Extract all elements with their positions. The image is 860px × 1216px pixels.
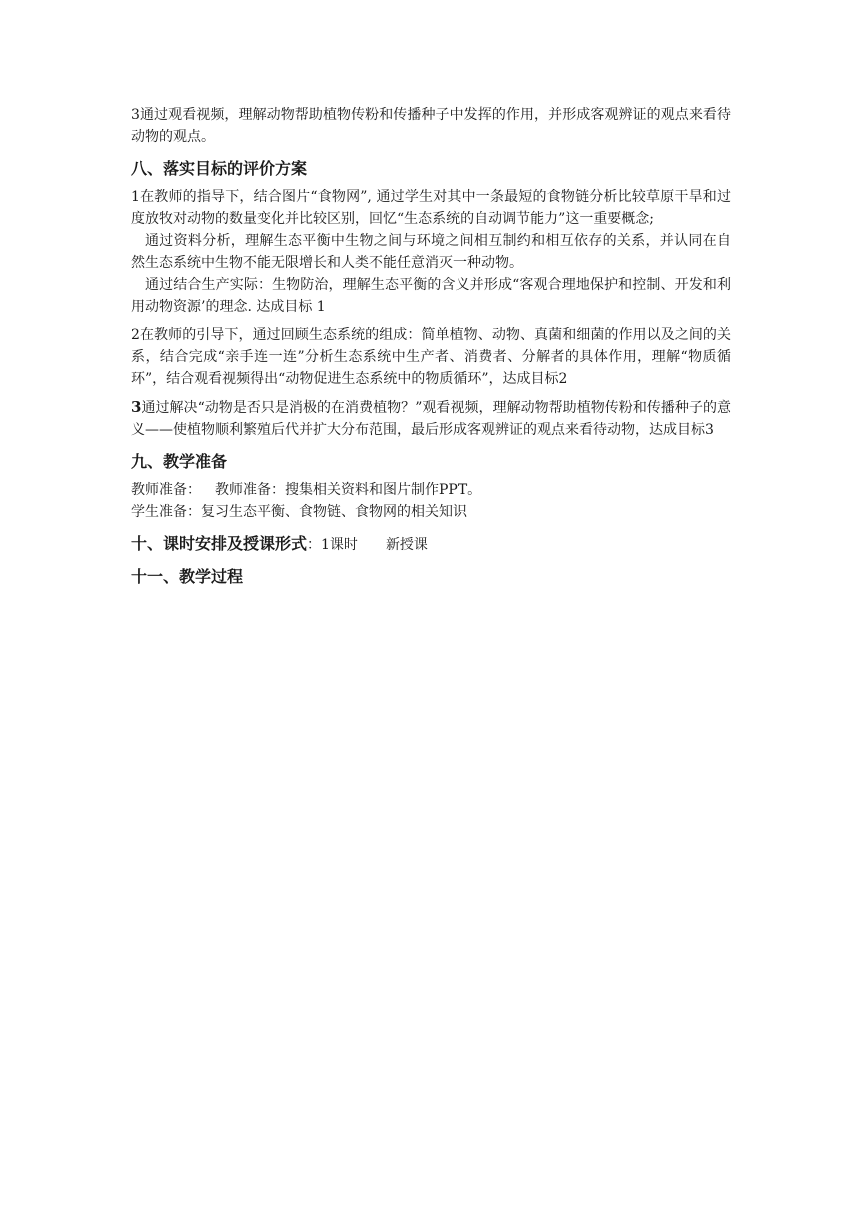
class-hours: 1课时 bbox=[321, 537, 358, 553]
section-10-title: 十、课时安排及授课形式 bbox=[131, 534, 308, 553]
section-8-paragraph-1: 1在教师的指导下，结合图片“食物网”, 通过学生对其中一条最短的食物链分析比较草原干旱和过度放牧对动物的数量变化并比较区别，回忆“生态系统的自动调节能力”这一重要概念; bbox=[131, 189, 731, 227]
section-10-heading bbox=[131, 533, 731, 556]
section-8-paragraph-5 bbox=[131, 396, 731, 441]
section-10-colon: ： bbox=[307, 537, 322, 553]
paragraph-number: 3 bbox=[131, 398, 142, 416]
student-preparation: 学生准备：复习生态平衡、食物链、食物网的相关知识 bbox=[131, 504, 467, 520]
section-8-paragraph-5-text: 通过解决“动物是否只是消极的在消费植物？”观看视频，理解动物帮助植物传粉和传播种子的意义——使植物顺利繁殖后代并扩大分布范围，最后形成客观辨证的观点来看待动物，达成目标3 bbox=[131, 400, 731, 438]
section-8-paragraph-4: 2在教师的引导下，通过回顾生态系统的组成：简单植物、动物、真菌和细菌的作用以及之间的关系，结合完成“亲手连一连”分析生态系统中生产者、消费者、分解者的具体作用，理解“物质循环”，结合观看视频得出“动物促进生态系统中的物质循环”，达成目标2 bbox=[131, 327, 731, 387]
class-type: 新授课 bbox=[385, 537, 428, 553]
section-9-heading: 九、教学准备 bbox=[131, 452, 228, 471]
teacher-preparation-label: 教师准备： bbox=[131, 482, 201, 498]
section-8-paragraph-2: 通过资料分析，理解生态平衡中生物之间与环境之间相互制约和相互依存的关系，并认同在自然生态系统中生物不能无限增长和人类不能任意消灭一种动物。 bbox=[131, 233, 731, 271]
section-8-paragraph-3: 通过结合生产实际：生物防治，理解生态平衡的含义并形成“客观合理地保护和控制、开发和利用动物资源’的理念. 达成目标 1 bbox=[131, 277, 731, 315]
teacher-preparation-text: 教师准备：搜集相关资料和图片制作PPT。 bbox=[215, 482, 482, 498]
section-11-heading: 十一、教学过程 bbox=[131, 567, 244, 586]
teacher-preparation bbox=[131, 479, 731, 501]
section-8-heading: 八、落实目标的评价方案 bbox=[131, 159, 308, 178]
document-body bbox=[131, 104, 731, 594]
paragraph-goal-3: 3通过观看视频，理解动物帮助植物传粉和传播种子中发挥的作用，并形成客观辨证的观点来看待动物的观点。 bbox=[131, 107, 731, 145]
